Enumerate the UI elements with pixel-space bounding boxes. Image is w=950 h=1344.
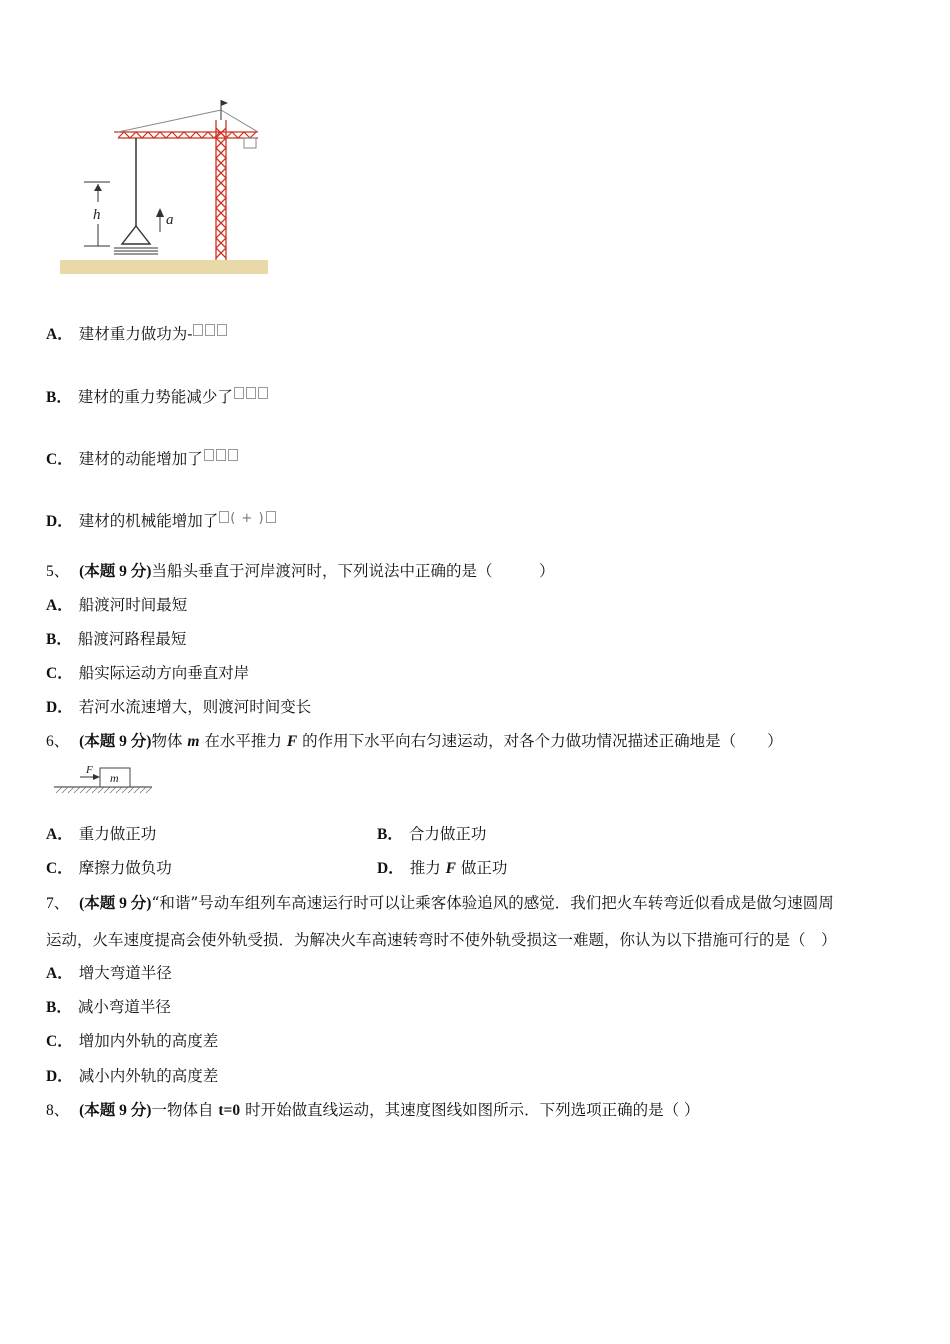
crane-stay (118, 110, 221, 132)
q5-option-d: D． 若河水流速增大，则渡河时间变长 (46, 698, 312, 716)
block-label-m: m (110, 771, 119, 785)
q6-option-b: B． 合力做正功 (377, 825, 487, 843)
formula-placeholder (203, 447, 239, 467)
q7-option-c: C． 增加内外轨的高度差 (46, 1032, 219, 1050)
counterweight (244, 138, 256, 148)
q7-option-d: D． 减小内外轨的高度差 (46, 1067, 219, 1085)
q5-stem: 5、 (本题 9 分)当船头垂直于河岸渡河时，下列说法中正确的是（ ） (46, 562, 555, 580)
q6-option-c: C． 摩擦力做负功 (46, 859, 172, 877)
formula-placeholder (192, 322, 228, 342)
q5-option-b: B． 船渡河路程最短 (46, 630, 187, 648)
height-label: h (93, 207, 101, 223)
q4-option-b: B． 建材的重力势能减少了 (46, 385, 269, 408)
q6-option-d: D． 推力 F 做正功 (377, 859, 508, 877)
q4-option-d: D． 建材的机械能增加了 ( + ) (46, 509, 277, 532)
crane-jib (114, 132, 258, 138)
q4-option-a: A． 建材重力做功为- (46, 322, 228, 345)
formula-placeholder (233, 385, 269, 405)
crane-tower (216, 120, 226, 260)
acceleration-label: a (166, 212, 174, 228)
block-on-ground-figure (52, 762, 156, 800)
force-label: F (86, 764, 93, 776)
q7-option-b: B． 减小弯道半径 (46, 998, 171, 1016)
crane-flag-icon (221, 100, 228, 106)
height-arrow-head (94, 184, 102, 191)
q7-stem-line-2: 运动，火车速度提高会使外轨受损．为解决火车高速转弯时不使外轨受损这一难题，你认为以下措施可行的是（ ） (46, 931, 837, 949)
formula-placeholder: ( + ) (218, 509, 276, 529)
crane-figure (58, 98, 272, 278)
ground-hatch (56, 787, 152, 793)
ground (60, 260, 268, 274)
q6-option-a: A． 重力做正功 (46, 825, 157, 843)
building-material (114, 248, 158, 254)
q7-option-a: A． 增大弯道半径 (46, 964, 172, 982)
q5-option-c: C． 船实际运动方向垂直对岸 (46, 664, 250, 682)
q7-stem-line-1: 7、 (本题 9 分)“和谐”号动车组列车高速运行时可以让乘客体验追风的感觉．我们把火车转弯近似看成是做匀速圆周 (46, 894, 834, 912)
q8-stem: 8、 (本题 9 分)一物体自 t=0 时开始做直线运动，其速度图线如图所示．下列选项正确的是（ ） (46, 1101, 700, 1119)
q5-option-a: A． 船渡河时间最短 (46, 596, 188, 614)
force-arrow-head (93, 774, 100, 780)
crane-hook (122, 226, 150, 244)
q4-option-c: C． 建材的动能增加了 (46, 447, 239, 470)
acceleration-arrow-head (156, 208, 164, 217)
q6-stem: 6、 (本题 9 分)物体 m 在水平推力 F 的作用下水平向右匀速运动，对各个力做功情况描述正确地是（ ） (46, 732, 783, 750)
